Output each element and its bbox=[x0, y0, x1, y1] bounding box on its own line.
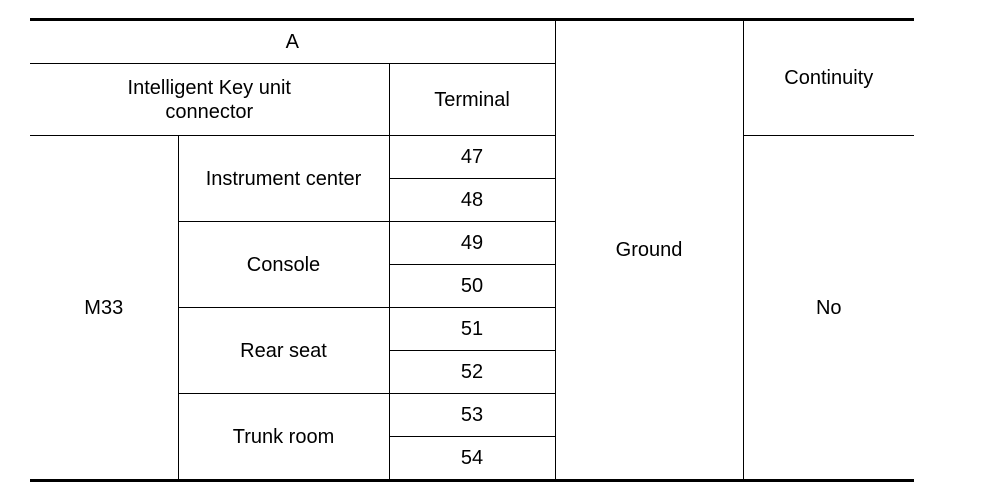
ground-cell: Ground bbox=[555, 20, 743, 481]
location-cell: Trunk room bbox=[178, 394, 389, 481]
location-cell: Instrument center bbox=[178, 136, 389, 222]
table-row bbox=[30, 136, 914, 179]
header-a: A bbox=[30, 20, 555, 64]
terminal-cell: 51 bbox=[389, 308, 555, 351]
terminal-cell: 48 bbox=[389, 179, 555, 222]
terminal-cell: 54 bbox=[389, 437, 555, 481]
header-terminal: Terminal bbox=[389, 64, 555, 136]
location-cell: Console bbox=[178, 222, 389, 308]
terminal-cell: 50 bbox=[389, 265, 555, 308]
terminal-cell: 52 bbox=[389, 351, 555, 394]
terminal-cell: 47 bbox=[389, 136, 555, 179]
header-row-a bbox=[30, 20, 914, 64]
terminal-cell: 49 bbox=[389, 222, 555, 265]
header-connector-label: Intelligent Key unit connector bbox=[127, 76, 291, 123]
continuity-check-table bbox=[30, 18, 914, 482]
header-continuity: Continuity bbox=[743, 20, 914, 136]
terminal-cell: 53 bbox=[389, 394, 555, 437]
location-cell: Rear seat bbox=[178, 308, 389, 394]
header-connector bbox=[30, 64, 389, 136]
connector-id-cell: M33 bbox=[30, 136, 178, 481]
continuity-value-cell: No bbox=[743, 136, 914, 481]
